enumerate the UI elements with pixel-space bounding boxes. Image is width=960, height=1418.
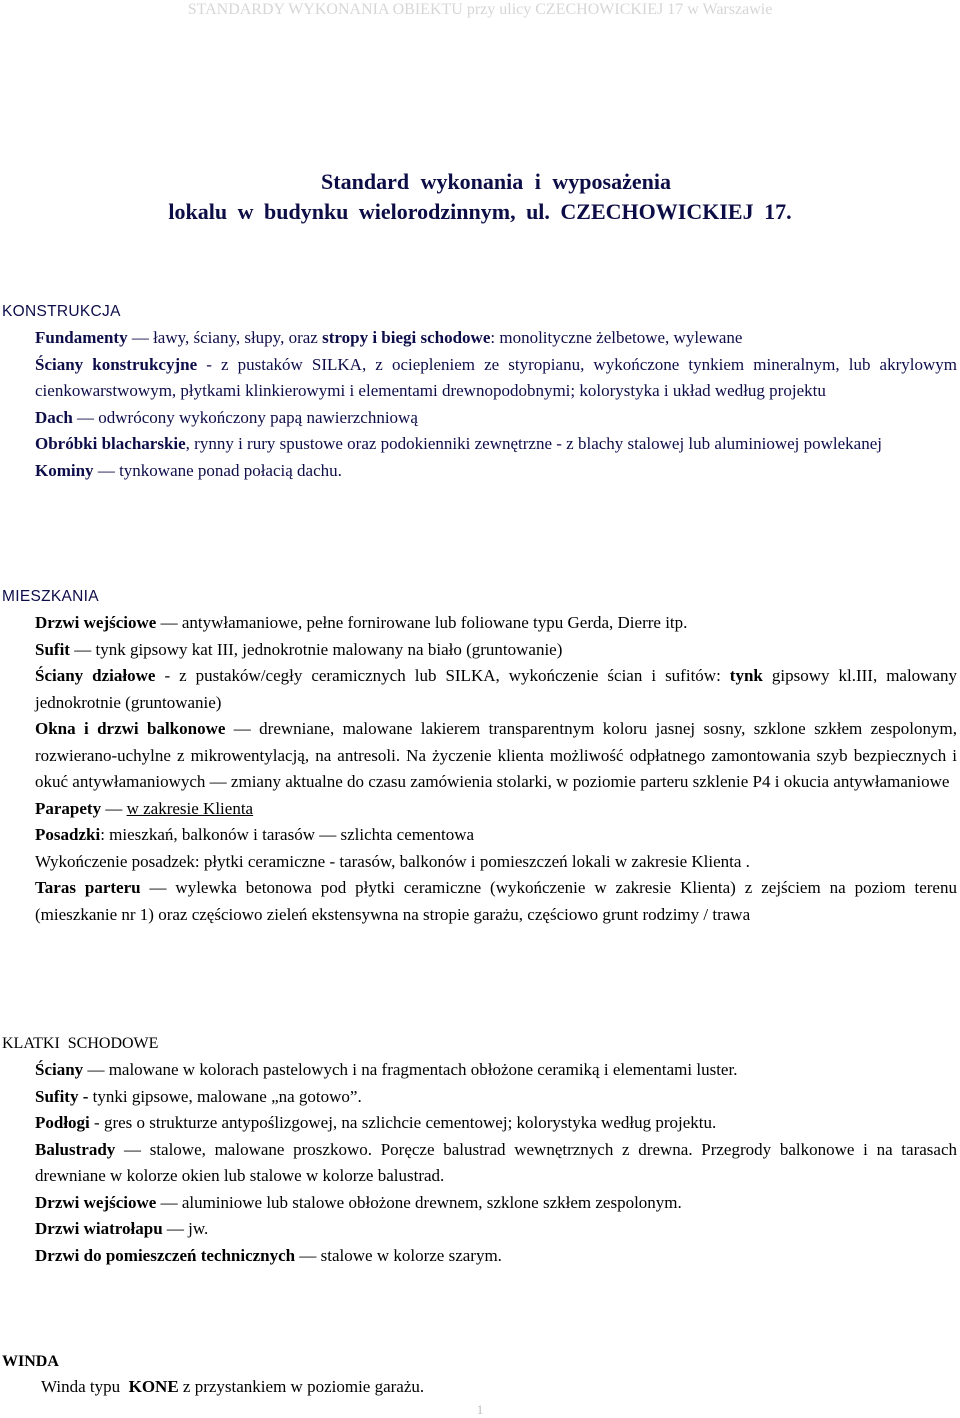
dach-item bbox=[35, 405, 957, 432]
balustrady-item bbox=[35, 1137, 957, 1190]
document-title bbox=[0, 167, 960, 227]
section-heading-klatki: KLATKI SCHODOWE bbox=[2, 1035, 159, 1052]
obrobki-label: Obróbki blacharskie bbox=[35, 434, 186, 453]
podlogi-item bbox=[35, 1110, 957, 1137]
taras-label: Taras parteru bbox=[35, 878, 141, 897]
techniczne-item bbox=[35, 1243, 957, 1270]
obrobki-text: , rynny i rury spustowe oraz podokienniki zewnętrzne - z blachy stalowej lub aluminiowej powlekanej bbox=[185, 434, 882, 453]
klatki-sciany-label: Ściany bbox=[35, 1060, 84, 1079]
okna-item bbox=[35, 716, 957, 796]
sufity-text: tynki gipsowe, malowane „na gotowo”. bbox=[88, 1086, 362, 1106]
drzwi-wejsciowe-text: — antywłamaniowe, pełne fornirowane lub foliowane typu Gerda, Dierre itp. bbox=[156, 613, 688, 632]
fundamenty-text-2: : monolityczne żelbetowe, wylewane bbox=[490, 328, 743, 347]
title-line-2: lokalu w budynku wielorodzinnym, ul. CZECHOWICKIEJ 17. bbox=[168, 199, 792, 224]
sciany-konstrukcyjne-item bbox=[35, 352, 957, 405]
kominy-item bbox=[35, 458, 957, 485]
parapety-label: Parapety bbox=[35, 798, 102, 818]
winda-text: Winda typu bbox=[41, 1377, 129, 1396]
klatki-drzwi-label: Drzwi wejściowe bbox=[35, 1192, 157, 1212]
balustrady-label: Balustrady bbox=[35, 1139, 116, 1159]
okna-label: Okna i drzwi balkonowe bbox=[35, 719, 226, 738]
okna-text: — drewniane, malowane lakierem transparentnym koloru jasnej sosny, szklone szkłem zespolonym, rozwierano-uchylne z mikrowentylacją, na antresoli. Na życzenie klienta możliwość odpłatnego zamontowania szyb bezpiecznych i okuć antywłamaniowych — zmiany aktualne do czasu zamówienia stolarki, w poziomie parteru szklenie P4 i okucia antywłamaniowe bbox=[35, 719, 957, 791]
sciany-konstrukcyjne-text: - z pustaków SILKA, z ociepleniem ze styropianu, wykończone tynkiem mineralnym, lub akrylowym cienkowarstwowym, płytkami klinkierowymi i elementami drewnopodobnymi; kolorystyka i układ według projektu bbox=[35, 354, 957, 400]
konstrukcja-body bbox=[35, 325, 957, 484]
winda-text-2: z przystankiem w poziomie garażu. bbox=[178, 1377, 425, 1396]
sciany-dzialowe-item bbox=[35, 663, 957, 716]
sciany-dzialowe-label: Ściany działowe bbox=[35, 666, 156, 685]
taras-text: — wylewka betonowa pod płytki ceramiczne (wykończenie w zakresie Klienta) z zejściem na poziom terenu (mieszkanie nr 1) oraz częściowo zieleń ekstensywna na stropie garażu, częściowo grunt rodzimy / trawa bbox=[35, 878, 957, 924]
fundamenty-item bbox=[35, 325, 957, 352]
parapety-text: w zakresie Klienta bbox=[126, 798, 254, 818]
section-heading-konstrukcja: KONSTRUKCJA bbox=[2, 303, 121, 320]
dach-label: Dach bbox=[35, 407, 73, 427]
parapety-separator: — bbox=[101, 798, 127, 818]
taras-item bbox=[35, 875, 957, 928]
wiatrolap-item bbox=[35, 1216, 957, 1243]
klatki-sciany-text: — malowane w kolorach pastelowych i na fragmentach obłożone ceramiką i elementami luster. bbox=[83, 1060, 738, 1079]
title-line-1: Standard wykonania i wyposażenia bbox=[321, 169, 671, 194]
posadzki-text: : mieszkań, balkonów i tarasów — szlichta cementowa bbox=[100, 825, 475, 844]
dach-text: — odwrócony wykończony papą nawierzchniową bbox=[72, 407, 418, 427]
sufity-label: Sufity - bbox=[35, 1086, 89, 1106]
klatki-sciany-item bbox=[35, 1057, 957, 1084]
klatki-drzwi-item bbox=[35, 1190, 957, 1217]
winda-bold: KONE bbox=[128, 1377, 179, 1396]
sufit-text: — tynk gipsowy kat III, jednokrotnie malowany na biało (gruntowanie) bbox=[69, 639, 563, 659]
klatki-drzwi-text: — aluminiowe lub stalowe obłożone drewnem, szklone szkłem zespolonym. bbox=[156, 1192, 682, 1212]
techniczne-text: — stalowe w kolorze szarym. bbox=[295, 1245, 502, 1265]
kominy-text: — tynkowane ponad połacią dachu. bbox=[93, 460, 342, 480]
section-heading-mieszkania: MIESZKANIA bbox=[2, 588, 99, 605]
drzwi-wejsciowe-item bbox=[35, 610, 957, 637]
sciany-konstrukcyjne-label: Ściany konstrukcyjne bbox=[35, 354, 198, 374]
fundamenty-bold: stropy i biegi schodowe bbox=[322, 328, 491, 347]
podlogi-text: - gres o strukturze antypoślizgowej, na szlichcie cementowej; kolorystyka według projektu. bbox=[89, 1113, 717, 1132]
fundamenty-text: — ławy, ściany, słupy, oraz bbox=[127, 328, 323, 347]
parapety-item bbox=[35, 796, 957, 823]
page-header: STANDARDY WYKONANIA OBIEKTU przy ulicy CZECHOWICKIEJ 17 w Warszawie bbox=[187, 1, 773, 18]
section-heading-winda: WINDA bbox=[2, 1353, 59, 1370]
posadzki-label: Posadzki bbox=[35, 825, 101, 844]
drzwi-wejsciowe-label: Drzwi wejściowe bbox=[35, 613, 157, 632]
sufity-item bbox=[35, 1084, 957, 1111]
sufit-label: Sufit bbox=[35, 639, 70, 659]
sciany-dzialowe-text: - z pustaków/cegły ceramicznych lub SILKA, wykończenie ścian i sufitów: bbox=[155, 666, 730, 685]
winda-item bbox=[41, 1375, 424, 1399]
sciany-dzialowe-bold: tynk bbox=[729, 666, 763, 685]
fundamenty-label: Fundamenty bbox=[35, 328, 128, 347]
sciany-dzialowe-text-2: gipsowy kl.III, malowany jednokrotnie (gruntowanie) bbox=[35, 666, 958, 712]
posadzki-item bbox=[35, 822, 957, 849]
wiatrolap-text: — jw. bbox=[162, 1219, 209, 1238]
techniczne-label: Drzwi do pomieszczeń technicznych bbox=[35, 1245, 296, 1265]
mieszkania-body bbox=[35, 610, 957, 928]
balustrady-text: — stalowe, malowane proszkowo. Poręcze balustrad wewnętrznych z drewna. Przegrody balkonowe i na tarasach drewniane w kolorze okien lub stalowe w kolorze balustrad. bbox=[35, 1139, 957, 1185]
wiatrolap-label: Drzwi wiatrołapu bbox=[35, 1219, 163, 1238]
page-number: 1 bbox=[476, 1402, 484, 1417]
obrobki-item bbox=[35, 431, 957, 458]
kominy-label: Kominy bbox=[35, 460, 94, 480]
sufit-item bbox=[35, 637, 957, 664]
podlogi-label: Podłogi bbox=[35, 1113, 90, 1132]
klatki-body bbox=[35, 1057, 957, 1269]
wykonczenie-item: Wykończenie posadzek: płytki ceramiczne - tarasów, balkonów i pomieszczeń lokali w zakresie Klienta . bbox=[35, 851, 750, 871]
